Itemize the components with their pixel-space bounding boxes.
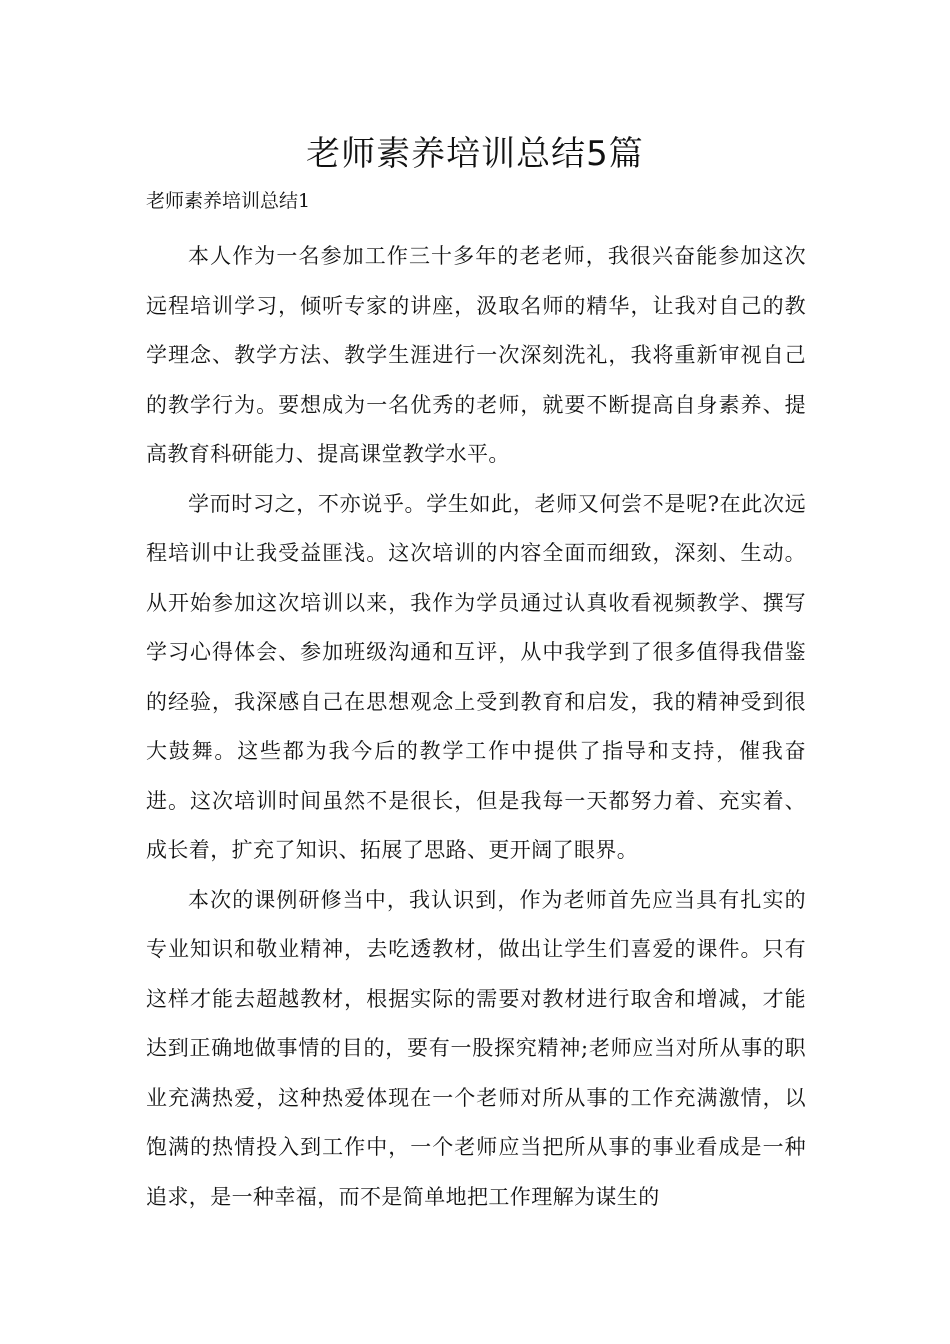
section-heading: 老师素养培训总结1 — [146, 190, 311, 212]
paragraph-1: 本人作为一名参加工作三十多年的老老师，我很兴奋能参加这次远程培训学习，倾听专家的讲座，汲取名师的精华，让我对自己的教学理念、教学方法、教学生涯进行一次深刻洗礼，我将重新审视自己的教学行为。要想成为一名优秀的老师，就要不断提高自身素养、提高教育科研能力、提高课堂教学水平。 — [146, 244, 806, 466]
document-title: 老师素养培训总结5篇 — [306, 134, 644, 174]
paragraph-3: 本次的课例研修当中，我认识到，作为老师首先应当具有扎实的专业知识和敬业精神，去吃透教材，做出让学生们喜爱的课件。只有这样才能去超越教材，根据实际的需要对教材进行取舍和增减，才能达到正确地做事情的目的，要有一股探究精神;老师应当对所从事的职业充满热爱，这种热爱体现在一个老师对所从事的工作充满激情，以饱满的热情投入到工作中，一个老师应当把所从事的事业看成是一种追求，是一种幸福，而不是简单地把工作理解为谋生的 — [146, 887, 806, 1209]
document-body — [146, 232, 806, 1222]
paragraph-2: 学而时习之，不亦说乎。学生如此，老师又何尝不是呢?在此次远程培训中让我受益匪浅。这次培训的内容全面而细致，深刻、生动。从开始参加这次培训以来，我作为学员通过认真收看视频教学、撰写学习心得体会、参加班级沟通和互评，从中我学到了很多值得我借鉴的经验，我深感自己在思想观念上受到教育和启发，我的精神受到很大鼓舞。这些都为我今后的教学工作中提供了指导和支持，催我奋进。这次培训时间虽然不是很长，但是我每一天都努力着、充实着、成长着，扩充了知识、拓展了思路、更开阔了眼界。 — [146, 491, 806, 862]
